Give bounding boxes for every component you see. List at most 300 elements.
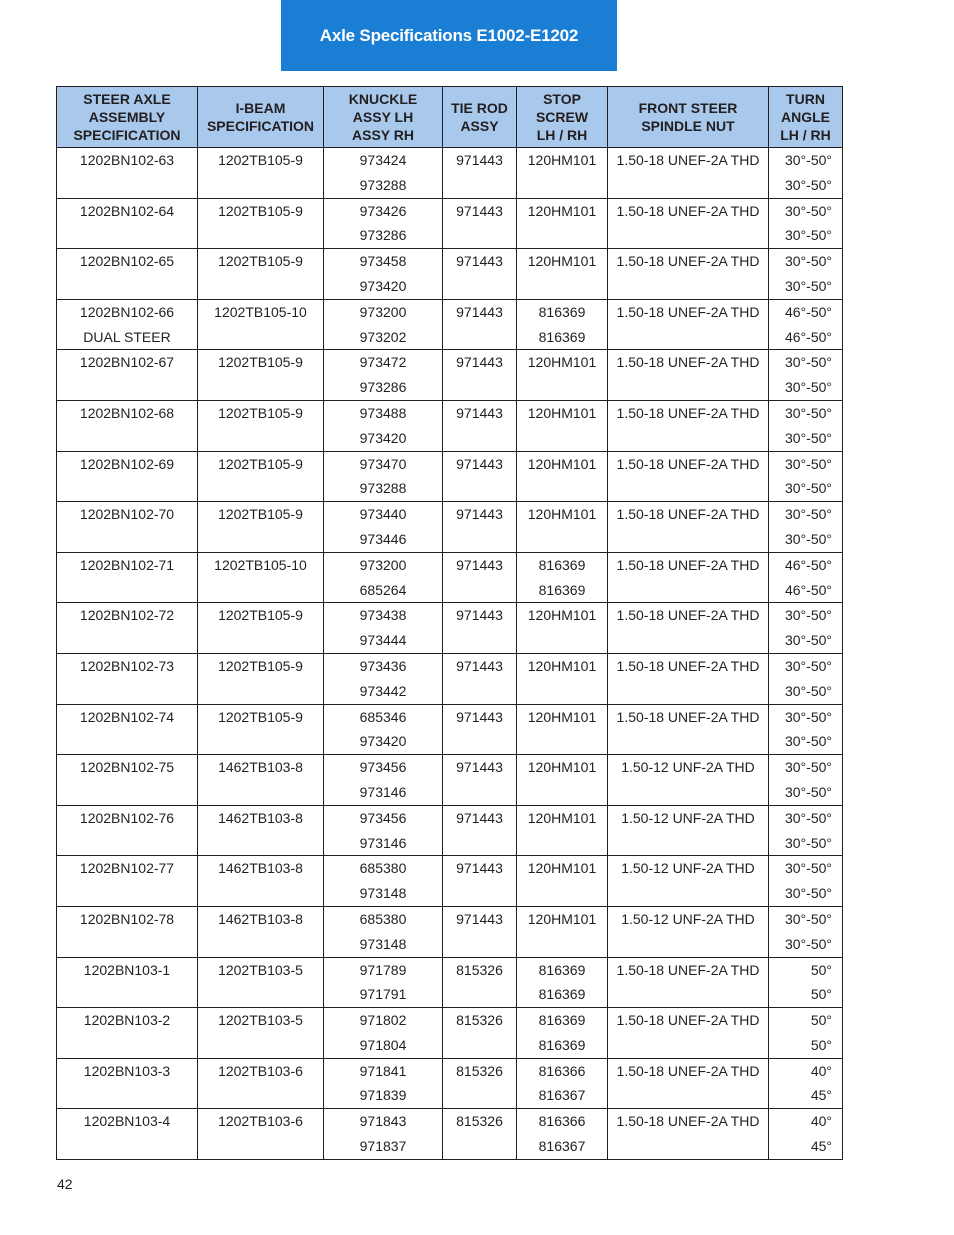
- cell-value: 40°: [810, 1062, 832, 1079]
- cell-stop-screw: [517, 856, 608, 907]
- cell-value: 120HM101: [527, 708, 597, 725]
- cell-value: 973442: [359, 682, 407, 699]
- cell-assembly: [57, 249, 198, 300]
- cell-value: 1202TB105-9: [218, 708, 303, 725]
- header-line: SPECIFICATION: [73, 127, 181, 143]
- cell-value: 30°-50°: [784, 354, 832, 371]
- cell-turn-angle: [769, 299, 843, 350]
- cell-value: 30°-50°: [784, 506, 832, 523]
- cell-turn-angle: [769, 856, 843, 907]
- cell-knuckle: [324, 653, 443, 704]
- cell-value: 971837: [359, 1138, 407, 1155]
- cell-value: 120HM101: [527, 506, 597, 523]
- cell-value: 973286: [359, 379, 407, 396]
- cell-value: 973200: [359, 556, 407, 573]
- cell-assembly: [57, 148, 198, 199]
- column-header-ibeam: [198, 87, 324, 148]
- cell-value: 120HM101: [527, 455, 597, 472]
- cell-spindle-nut: [608, 552, 769, 603]
- cell-value: 1202BN102-70: [79, 506, 175, 523]
- cell-value: 816369: [538, 1036, 586, 1053]
- cell-knuckle: [324, 805, 443, 856]
- cell-value: 1202BN102-78: [79, 910, 175, 927]
- cell-value: 1202TB105-9: [218, 202, 303, 219]
- cell-value: 973146: [359, 834, 407, 851]
- cell-value: 971804: [359, 1036, 407, 1053]
- cell-stop-screw: [517, 704, 608, 755]
- cell-value: 30°-50°: [784, 733, 832, 750]
- cell-spindle-nut: [608, 704, 769, 755]
- cell-value: 30°-50°: [784, 277, 832, 294]
- cell-value: 30°-50°: [784, 379, 832, 396]
- cell-turn-angle: [769, 805, 843, 856]
- cell-spindle-nut: [608, 400, 769, 451]
- cell-value: 1.50-12 UNF-2A THD: [621, 809, 755, 826]
- cell-value: 30°-50°: [784, 480, 832, 497]
- table-row: [57, 856, 843, 907]
- cell-value: 1202TB105-10: [214, 556, 307, 573]
- cell-value: 973288: [359, 480, 407, 497]
- cell-value: 1202TB103-5: [218, 961, 303, 978]
- cell-value: 1462TB103-8: [218, 860, 303, 877]
- cell-value: 815326: [456, 1012, 503, 1029]
- cell-value: 815326: [456, 1113, 503, 1130]
- cell-value: 816369: [538, 328, 586, 345]
- cell-spindle-nut: [608, 856, 769, 907]
- cell-knuckle: [324, 552, 443, 603]
- header-line: SPINDLE NUT: [641, 118, 735, 134]
- cell-tie-rod: [443, 755, 517, 806]
- cell-value: 1.50-18 UNEF-2A THD: [616, 1113, 760, 1130]
- cell-knuckle: [324, 1008, 443, 1059]
- cell-assembly: [57, 451, 198, 502]
- cell-value: 30°-50°: [784, 176, 832, 193]
- cell-value: 816366: [538, 1113, 586, 1130]
- table-row: [57, 906, 843, 957]
- cell-spindle-nut: [608, 198, 769, 249]
- cell-turn-angle: [769, 603, 843, 654]
- cell-ibeam: [198, 1008, 324, 1059]
- table-row: [57, 653, 843, 704]
- cell-tie-rod: [443, 148, 517, 199]
- cell-tie-rod: [443, 603, 517, 654]
- cell-tie-rod: [443, 299, 517, 350]
- cell-value: 973436: [359, 657, 407, 674]
- cell-value: 30°-50°: [784, 253, 832, 270]
- cell-turn-angle: [769, 957, 843, 1008]
- cell-value: 685346: [359, 708, 407, 725]
- cell-spindle-nut: [608, 1109, 769, 1160]
- cell-assembly: [57, 856, 198, 907]
- cell-stop-screw: [517, 1008, 608, 1059]
- cell-spindle-nut: [608, 653, 769, 704]
- cell-value: 971789: [359, 961, 407, 978]
- cell-tie-rod: [443, 805, 517, 856]
- cell-tie-rod: [443, 249, 517, 300]
- cell-value: 973458: [359, 253, 407, 270]
- cell-value: 1202BN102-67: [79, 354, 175, 371]
- cell-turn-angle: [769, 198, 843, 249]
- cell-turn-angle: [769, 653, 843, 704]
- cell-ibeam: [198, 704, 324, 755]
- cell-stop-screw: [517, 299, 608, 350]
- header-line: ASSY: [460, 118, 499, 134]
- cell-value: 30°-50°: [784, 682, 832, 699]
- cell-spindle-nut: [608, 350, 769, 401]
- cell-stop-screw: [517, 603, 608, 654]
- cell-ibeam: [198, 603, 324, 654]
- header-line: STOP: [543, 91, 581, 107]
- header-line: ANGLE: [781, 109, 830, 125]
- cell-assembly: [57, 704, 198, 755]
- cell-value: 971443: [456, 506, 503, 523]
- axle-spec-table: [56, 86, 843, 1160]
- cell-value: 973148: [359, 885, 407, 902]
- column-header-stop-screw: [517, 87, 608, 148]
- cell-tie-rod: [443, 400, 517, 451]
- cell-value: 1.50-18 UNEF-2A THD: [616, 152, 760, 168]
- cell-value: 973440: [359, 506, 407, 523]
- table-row: [57, 451, 843, 502]
- cell-value: 1.50-18 UNEF-2A THD: [616, 556, 760, 573]
- cell-value: 120HM101: [527, 202, 597, 219]
- cell-value: 1.50-18 UNEF-2A THD: [616, 961, 760, 978]
- cell-value: 1202TB105-9: [218, 506, 303, 523]
- cell-ibeam: [198, 653, 324, 704]
- cell-ibeam: [198, 451, 324, 502]
- cell-value: 1.50-18 UNEF-2A THD: [616, 607, 760, 624]
- cell-value: 973426: [359, 202, 407, 219]
- column-header-turn-angle: [769, 87, 843, 148]
- cell-stop-screw: [517, 350, 608, 401]
- cell-value: 30°-50°: [784, 404, 832, 421]
- column-header-tie-rod: [443, 87, 517, 148]
- header-line: LH / RH: [536, 127, 588, 143]
- cell-value: 973472: [359, 354, 407, 371]
- cell-value: 1202BN103-1: [83, 961, 171, 978]
- cell-value: 1202BN103-4: [83, 1113, 171, 1130]
- cell-assembly: [57, 906, 198, 957]
- cell-value: 1.50-18 UNEF-2A THD: [616, 708, 760, 725]
- table-row: [57, 704, 843, 755]
- cell-value: 973446: [359, 530, 407, 547]
- cell-ibeam: [198, 552, 324, 603]
- cell-tie-rod: [443, 704, 517, 755]
- cell-value: 816369: [538, 986, 586, 1003]
- page-title: Axle Specifications E1002-E1202: [319, 25, 579, 45]
- cell-value: 1.50-18 UNEF-2A THD: [616, 253, 760, 270]
- cell-value: 30°-50°: [784, 455, 832, 472]
- cell-turn-angle: [769, 1008, 843, 1059]
- cell-value: 973200: [359, 303, 407, 320]
- cell-value: 971443: [456, 657, 503, 674]
- cell-value: 30°-50°: [784, 202, 832, 219]
- cell-value: 1202BN102-75: [79, 759, 175, 776]
- cell-tie-rod: [443, 856, 517, 907]
- cell-value: 30°-50°: [784, 708, 832, 725]
- cell-value: 1202BN102-72: [79, 607, 175, 624]
- cell-value: 1202TB105-9: [218, 455, 303, 472]
- cell-turn-angle: [769, 350, 843, 401]
- cell-value: 973286: [359, 227, 407, 244]
- page-number: 42: [57, 1176, 73, 1192]
- cell-stop-screw: [517, 249, 608, 300]
- cell-value: 971443: [456, 708, 503, 725]
- cell-value: 1.50-18 UNEF-2A THD: [616, 1012, 760, 1029]
- cell-knuckle: [324, 249, 443, 300]
- cell-value: 1.50-18 UNEF-2A THD: [616, 354, 760, 371]
- cell-value: 1202BN102-76: [79, 809, 175, 826]
- cell-value: 1202BN102-64: [79, 202, 175, 219]
- cell-ibeam: [198, 1109, 324, 1160]
- cell-knuckle: [324, 198, 443, 249]
- header-line: TURN: [786, 91, 825, 107]
- cell-spindle-nut: [608, 1058, 769, 1109]
- table-row: [57, 603, 843, 654]
- cell-value: 1202TB105-9: [218, 354, 303, 371]
- cell-stop-screw: [517, 755, 608, 806]
- cell-value: 50°: [810, 986, 832, 1003]
- cell-spindle-nut: [608, 249, 769, 300]
- cell-value: 46°-50°: [784, 556, 832, 573]
- cell-value: 50°: [810, 961, 832, 978]
- cell-stop-screw: [517, 957, 608, 1008]
- cell-value: 1202TB105-10: [214, 303, 307, 320]
- cell-knuckle: [324, 299, 443, 350]
- cell-value: 1.50-12 UNF-2A THD: [621, 759, 755, 776]
- cell-stop-screw: [517, 906, 608, 957]
- cell-tie-rod: [443, 653, 517, 704]
- cell-value: 1202TB103-6: [218, 1062, 303, 1079]
- cell-value: 971443: [456, 303, 503, 320]
- cell-ibeam: [198, 299, 324, 350]
- cell-ibeam: [198, 906, 324, 957]
- table-row: [57, 249, 843, 300]
- cell-assembly: [57, 350, 198, 401]
- cell-value: 1202BN102-65: [79, 253, 175, 270]
- table-row: [57, 755, 843, 806]
- cell-ibeam: [198, 856, 324, 907]
- cell-tie-rod: [443, 957, 517, 1008]
- cell-value: 973420: [359, 429, 407, 446]
- cell-turn-angle: [769, 502, 843, 553]
- cell-value: 1202BN102-66: [79, 303, 175, 320]
- cell-value: 1.50-18 UNEF-2A THD: [616, 1062, 760, 1079]
- cell-value: 30°-50°: [784, 860, 832, 877]
- cell-value: 30°-50°: [784, 783, 832, 800]
- cell-tie-rod: [443, 502, 517, 553]
- cell-knuckle: [324, 502, 443, 553]
- cell-assembly: [57, 1109, 198, 1160]
- cell-value: 971443: [456, 809, 503, 826]
- cell-stop-screw: [517, 1058, 608, 1109]
- cell-tie-rod: [443, 451, 517, 502]
- cell-turn-angle: [769, 400, 843, 451]
- cell-value: 120HM101: [527, 860, 597, 877]
- cell-value: 971843: [359, 1113, 407, 1130]
- cell-value: 816369: [538, 556, 586, 573]
- cell-assembly: [57, 502, 198, 553]
- cell-stop-screw: [517, 502, 608, 553]
- cell-value: 971443: [456, 455, 503, 472]
- cell-value: 816369: [538, 961, 586, 978]
- cell-value: 971443: [456, 202, 503, 219]
- cell-spindle-nut: [608, 451, 769, 502]
- cell-tie-rod: [443, 1058, 517, 1109]
- column-header-spindle-nut: [608, 87, 769, 148]
- table-row: [57, 1058, 843, 1109]
- cell-value: 1202BN102-77: [79, 860, 175, 877]
- cell-spindle-nut: [608, 805, 769, 856]
- cell-spindle-nut: [608, 502, 769, 553]
- cell-assembly: [57, 805, 198, 856]
- cell-value: 816367: [538, 1087, 586, 1104]
- header-line: KNUCKLE: [348, 91, 418, 107]
- cell-value: 973420: [359, 277, 407, 294]
- cell-ibeam: [198, 400, 324, 451]
- cell-spindle-nut: [608, 957, 769, 1008]
- cell-value: 30°-50°: [784, 910, 832, 927]
- cell-tie-rod: [443, 198, 517, 249]
- cell-spindle-nut: [608, 906, 769, 957]
- cell-assembly: [57, 1008, 198, 1059]
- cell-value: 816369: [538, 581, 586, 598]
- cell-assembly: [57, 400, 198, 451]
- cell-value: 120HM101: [527, 404, 597, 421]
- cell-stop-screw: [517, 653, 608, 704]
- cell-knuckle: [324, 957, 443, 1008]
- cell-value: 46°-50°: [784, 581, 832, 598]
- cell-value: 1462TB103-8: [218, 759, 303, 776]
- cell-value: 50°: [810, 1012, 832, 1029]
- cell-value: 1202BN103-3: [83, 1062, 171, 1079]
- cell-knuckle: [324, 451, 443, 502]
- cell-knuckle: [324, 350, 443, 401]
- cell-value: 30°-50°: [784, 530, 832, 547]
- cell-value: 973288: [359, 176, 407, 193]
- cell-value: 1.50-12 UNF-2A THD: [621, 910, 755, 927]
- cell-value: 1202TB103-6: [218, 1113, 303, 1130]
- cell-knuckle: [324, 603, 443, 654]
- cell-stop-screw: [517, 148, 608, 199]
- header-line: SPECIFICATION: [206, 118, 315, 134]
- cell-value: 971443: [456, 404, 503, 421]
- cell-assembly: [57, 653, 198, 704]
- cell-value: 1202TB105-9: [218, 253, 303, 270]
- cell-tie-rod: [443, 552, 517, 603]
- cell-value: 120HM101: [527, 152, 597, 168]
- cell-value: 971443: [456, 152, 503, 168]
- cell-stop-screw: [517, 400, 608, 451]
- cell-value: 1202TB105-9: [218, 657, 303, 674]
- cell-knuckle: [324, 148, 443, 199]
- cell-value: 1.50-18 UNEF-2A THD: [616, 657, 760, 674]
- cell-knuckle: [324, 400, 443, 451]
- cell-value: 1.50-18 UNEF-2A THD: [616, 303, 760, 320]
- table-row: [57, 198, 843, 249]
- cell-value: 1462TB103-8: [218, 809, 303, 826]
- cell-value: 816369: [538, 1012, 586, 1029]
- cell-value: 1.50-12 UNF-2A THD: [621, 860, 755, 877]
- cell-value: 971443: [456, 253, 503, 270]
- cell-value: 1.50-18 UNEF-2A THD: [616, 202, 760, 219]
- cell-value: 1202TB103-5: [218, 1012, 303, 1029]
- table-row: [57, 552, 843, 603]
- cell-value: 971443: [456, 860, 503, 877]
- cell-value: 971841: [359, 1062, 407, 1079]
- table-header-row: [57, 87, 843, 148]
- page-title-banner: [281, 0, 617, 71]
- cell-assembly: [57, 755, 198, 806]
- cell-value: 973456: [359, 759, 407, 776]
- cell-value: 971791: [359, 986, 407, 1003]
- cell-value: 973202: [359, 328, 407, 345]
- cell-value: 973438: [359, 607, 407, 624]
- cell-value: 30°-50°: [784, 809, 832, 826]
- header-line: I-BEAM: [235, 100, 286, 116]
- cell-value: 971443: [456, 759, 503, 776]
- cell-value: 30°-50°: [784, 935, 832, 952]
- cell-value: 971839: [359, 1087, 407, 1104]
- cell-turn-angle: [769, 906, 843, 957]
- cell-value: 1202BN102-71: [79, 556, 175, 573]
- cell-ibeam: [198, 805, 324, 856]
- cell-value: 685264: [359, 581, 407, 598]
- cell-value: 1202TB105-9: [218, 152, 303, 168]
- cell-ibeam: [198, 957, 324, 1008]
- cell-value: 816366: [538, 1062, 586, 1079]
- table-row: [57, 805, 843, 856]
- table-row: [57, 299, 843, 350]
- cell-value: 816367: [538, 1138, 586, 1155]
- table-row: [57, 1109, 843, 1160]
- cell-value: 120HM101: [527, 809, 597, 826]
- cell-spindle-nut: [608, 148, 769, 199]
- cell-value: 973424: [359, 152, 407, 168]
- cell-value: 30°-50°: [784, 759, 832, 776]
- cell-spindle-nut: [608, 755, 769, 806]
- cell-turn-angle: [769, 552, 843, 603]
- cell-ibeam: [198, 198, 324, 249]
- cell-turn-angle: [769, 148, 843, 199]
- cell-value: 30°-50°: [784, 632, 832, 649]
- cell-value: 971443: [456, 556, 503, 573]
- cell-value: 46°-50°: [784, 328, 832, 345]
- cell-value: 45°: [810, 1138, 832, 1155]
- cell-value: 30°-50°: [784, 152, 832, 168]
- cell-value: 685380: [359, 860, 407, 877]
- cell-tie-rod: [443, 906, 517, 957]
- cell-stop-screw: [517, 451, 608, 502]
- cell-ibeam: [198, 249, 324, 300]
- cell-turn-angle: [769, 704, 843, 755]
- table-row: [57, 1008, 843, 1059]
- cell-value: 1202BN102-63: [79, 152, 175, 168]
- cell-tie-rod: [443, 350, 517, 401]
- cell-value: 30°-50°: [784, 834, 832, 851]
- cell-value: 1202BN102-68: [79, 404, 175, 421]
- table-row: [57, 957, 843, 1008]
- cell-value: 46°-50°: [784, 303, 832, 320]
- cell-stop-screw: [517, 805, 608, 856]
- cell-stop-screw: [517, 1109, 608, 1160]
- cell-knuckle: [324, 1058, 443, 1109]
- cell-value: 120HM101: [527, 607, 597, 624]
- cell-tie-rod: [443, 1109, 517, 1160]
- cell-spindle-nut: [608, 603, 769, 654]
- cell-assembly: [57, 299, 198, 350]
- header-line: ASSY RH: [352, 127, 414, 143]
